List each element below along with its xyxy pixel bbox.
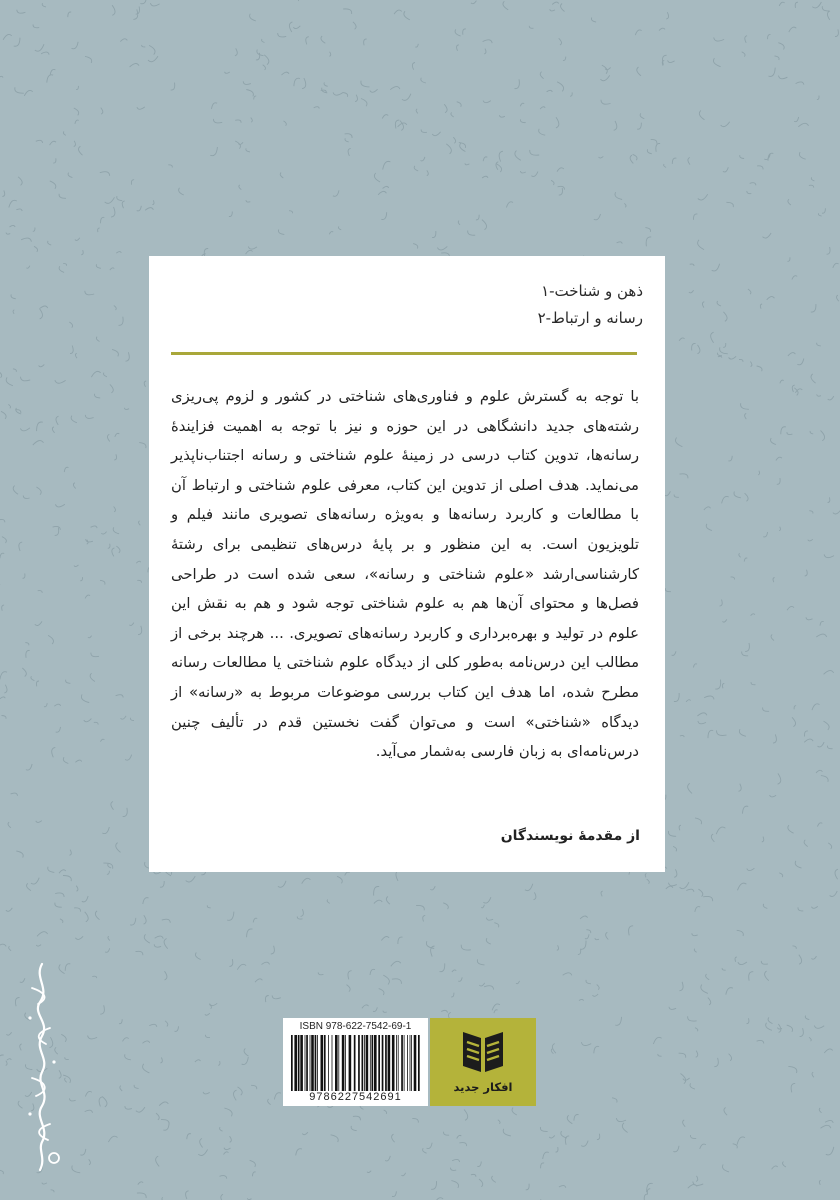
isbn-barcode-box <box>283 1018 428 1106</box>
barcode-bar <box>401 1035 403 1091</box>
blurb-source: از مقدمهٔ نویسندگان <box>500 828 640 844</box>
barcode-bar <box>332 1035 333 1091</box>
barcode-bar <box>298 1035 300 1091</box>
publisher-logo <box>430 1018 536 1106</box>
series-titles <box>343 278 643 332</box>
barcode-bar <box>382 1035 384 1091</box>
barcode-bar <box>370 1035 371 1091</box>
barcode-bar <box>362 1035 364 1091</box>
barcode-bar <box>364 1035 365 1091</box>
blurb-text: با توجه به گسترش علوم و فناوری‌های شناختی در کشور و لزوم پی‌ریزی رشته‌های جدید دانشگاهی در این حوزه و نیز با توجه به اهمیت فزایندهٔ رسانه‌ها، تدوین کتاب درسی در زمینهٔ علوم شناختی و رسانه اجتناب‌ناپذیر می‌نماید. هدف اصلی از تدوین این کتاب، معرفی علوم شناختی و ارتباط آن با مطالعات و کاربرد رسانه‌ها و به‌ویژه رسانه‌های تصویری مانند فیلم و تلویزیون است. به این منظور و بر پایهٔ درس‌های تنظیمی برای رشتهٔ کارشناسی‌ارشد «علوم شناختی و رسانه»، سعی شده است در طراحی فصل‌ها و محتوای آن‌ها هم به علوم شناختی توجه شود و هم به نقش این علوم در تولید و بهره‌برداری و کاربرد رسانه‌های تصویری. ... هرچند برخی از مطالب این درس‌نامه به‌طور کلی از دیدگاه علوم شناختی یا مطالعات رسانه مطرح شده، اما هدف این کتاب بررسی موضوعات مربوط به «رسانه» از دیدگاه «شناختی» است و می‌توان گفت نخستین قدم در تألیف چنین درس‌نامه‌ای به زبان فارسی به‌شمار می‌آید. <box>171 388 639 761</box>
barcode-bar <box>385 1035 387 1091</box>
barcode-bar <box>407 1035 408 1091</box>
barcode-bar <box>321 1035 324 1091</box>
barcode-bar <box>392 1035 395 1091</box>
barcode-bar <box>338 1035 339 1091</box>
barcode <box>289 1035 423 1091</box>
barcode-bar <box>378 1035 380 1091</box>
barcode-bar <box>345 1035 346 1091</box>
barcode-bar <box>349 1035 352 1091</box>
barcode-bar <box>300 1035 303 1091</box>
barcode-bar <box>411 1035 412 1091</box>
barcode-bar <box>315 1035 317 1091</box>
barcode-bar <box>354 1035 356 1091</box>
barcode-bar <box>306 1035 308 1091</box>
barcode-bar <box>396 1035 397 1091</box>
barcode-bar <box>358 1035 360 1091</box>
barcode-bar <box>328 1035 329 1091</box>
series-title-1: ذهن و شناخت-۱ <box>541 282 643 300</box>
series-title-2: رسانه و ارتباط-۲ <box>537 309 643 327</box>
barcode-bar <box>418 1035 420 1091</box>
barcode-bar <box>342 1035 345 1091</box>
barcode-bar <box>414 1035 417 1091</box>
barcode-bar <box>294 1035 297 1091</box>
barcode-bar <box>374 1035 377 1091</box>
barcode-bar <box>291 1035 293 1091</box>
isbn-label: ISBN 978-622-7542-69-1 <box>299 1021 412 1032</box>
isbn-digits: 9786227542691 <box>309 1091 402 1103</box>
publisher-name: افکار جدید <box>453 1080 513 1094</box>
barcode-bar <box>311 1035 314 1091</box>
accent-divider <box>171 352 637 355</box>
barcode-bar <box>310 1035 311 1091</box>
barcode-bar <box>335 1035 338 1091</box>
barcode-bar <box>388 1035 391 1091</box>
barcode-bar <box>324 1035 326 1091</box>
barcode-bar <box>372 1035 374 1091</box>
barcode-bar <box>317 1035 318 1091</box>
author-signature <box>16 958 68 1178</box>
barcode-bar <box>404 1035 405 1091</box>
open-book-icon <box>461 1026 505 1076</box>
barcode-bar <box>410 1035 411 1091</box>
barcode-bar <box>398 1035 399 1091</box>
barcode-bar <box>366 1035 369 1091</box>
blurb-panel <box>149 256 665 872</box>
barcode-bar <box>305 1035 306 1091</box>
